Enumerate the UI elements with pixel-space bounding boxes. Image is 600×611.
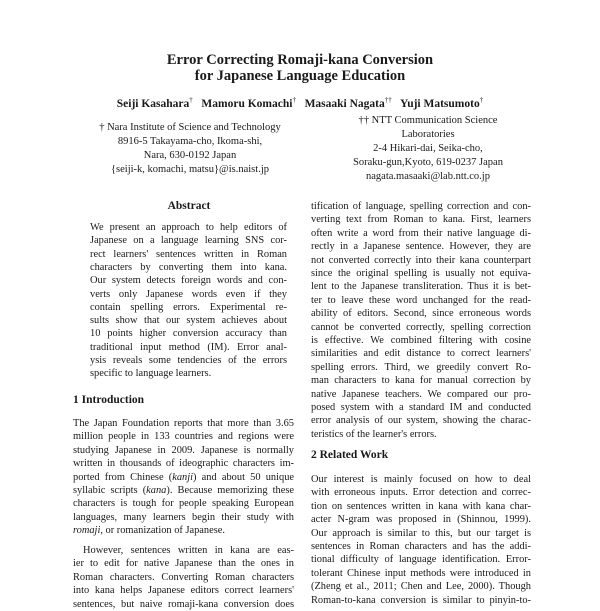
text-line: Roman-to-kana conversion is similar to pinyin-to- [311,594,531,606]
affiliation-line: Nara, 630-0192 Japan [143,150,237,161]
affiliation-ntt [318,114,538,184]
text-line: (Zheng et al., 2011; Chen and Lee, 2000). Though [311,581,531,593]
text-line: We present an approach to help editors of [90,222,287,233]
text-line: ter to leave these word unchanged for the read- [311,294,531,306]
text-line: cannot be converted correctly, spelling correction [311,321,531,333]
text-line: man characters to kana for manual correction by [311,375,531,387]
affiliation-line: 8916-5 Takayama-cho, Ikoma-shi, [117,136,263,147]
affiliation-line: Laboratories [401,129,455,140]
text-line: Our system detects foreign words and con- [90,275,287,287]
text-line: Japanese on a language learning SNS cor- [90,235,287,247]
text-line: traditional input method (IM). Error anal- [90,341,287,353]
section-1-heading: 1 Introduction [73,394,145,406]
text-line: languages, many learners begin their study with [73,511,294,523]
text-line: often write a word from their native language di- [311,227,531,239]
text-line: syllabic scripts (kana). Because memorizing these [73,485,294,496]
affiliation-line: Soraku-gun,Kyoto, 619-0237 Japan [353,157,503,168]
affiliation-email: nagata.masaaki@lab.ntt.co.jp [366,171,490,182]
paper-title-line-1: Error Correcting Romaji-kana Conversion [166,52,434,68]
text-line: Our interest is mainly focused on how to deal [311,474,531,485]
text-line: 10 points higher conversion accuracy than [90,328,287,340]
text-line: tification of language, spelling correction and con- [311,201,531,212]
text-line: into kana helps Japanese editors correct learners' [73,585,294,597]
text-line: is effective. We combined filtering with cosine [311,335,531,346]
text-line: spelling errors. Third, we greedily convert Ro- [311,361,531,373]
text-line: studying Japanese in 2009. Japanese is normally [73,444,294,456]
text-line: ier to edit for native Japanese than the ones in [73,558,294,570]
text-line: verting text from Roman to kana. First, learners [311,214,531,226]
author-mark: † [292,96,296,104]
text-line: contain spelling errors. Experimental re- [90,301,287,313]
text-line: similarities and edit distance to correct learners' [311,348,531,360]
text-line: characters by converting them into kana. [90,261,287,273]
text-line: native Japanese teachers. We compared our pro- [311,388,531,400]
text-line: However, sentences written in kana are eas- [83,545,294,556]
text-line: specific to language learners. [90,368,212,380]
text-line: sults show that our system achieves about [90,315,287,327]
author-name: Mamoru Komachi [201,97,293,110]
text-line: lent to the Japanese transliteration. Thus it is bet- [311,281,531,293]
text-line: tion on sentences written in kana with kana char- [311,500,531,512]
text-line: verts only Japanese words even if they [90,288,287,300]
text-line: ability of editors. Second, since erroneous words [311,308,531,320]
text-line: with erroneous inputs. Error detection and correc- [311,487,531,499]
affiliation-line: 2-4 Hikari-dai, Seika-cho, [373,143,483,154]
text-line: ysis reveals some tendencies of the errors [90,355,287,366]
text-line: posed system with a standard IM and conducted [311,402,531,413]
text-line: million people in 133 countries and regions were [73,431,294,443]
text-line: tolerant Chinese input methods were introduced in [311,567,531,579]
author-mark: † [479,96,484,104]
text-line: Roman characters. Converting Roman characters [73,571,294,583]
text-line: acter N-gram was proposed in (Shinnou, 1999). [311,514,531,526]
text-line: rectly in a Japanese sentence. However, they are [311,241,531,253]
text-line: sentences in Roman characters and has the addi- [311,541,531,552]
affiliation-email: {seiji-k, komachi, matsu}@is.naist.jp [111,164,269,175]
text-line: tional difficulty of language identification. Error- [311,554,531,566]
author-list [0,96,600,110]
text-line: characters is tough for people speaking European [73,498,294,510]
author-mark: † [189,96,193,104]
affiliation-line: †† NTT Communication Science [358,115,498,126]
abstract-heading: Abstract [167,200,211,212]
text-line: error analysis of our system, showing the charac- [311,415,531,427]
text-line: teristics of the learner's errors. [311,428,437,440]
text-line: The Japan Foundation reports that more than 3.65 [73,418,294,429]
text-line: romaji, or romanization of Japanese. [73,525,225,537]
author-name: Masaaki Nagata [304,97,385,110]
text-line: since the original spelling is usually not equiva- [311,268,531,279]
text-line: rect learners' sentences written in Roman [90,248,287,260]
author-mark: †† [384,96,392,104]
paper-title-line-2: for Japanese Language Education [194,68,406,84]
author-name: Yuji Matsumoto [399,97,480,110]
author-name: Seiji Kasahara [116,97,190,110]
text-line: not converted correctly into their kana counterpart [311,254,531,266]
text-line: ported from Chinese (kanji) and about 50 unique [73,471,294,483]
text-line: Our approach is similar to this, but our target is [311,527,531,539]
text-line: written in thousands of ideographic characters im- [73,458,294,470]
affiliation-naist [70,121,310,177]
affiliation-line: † Nara Institute of Science and Technology [99,122,281,133]
section-2-heading: 2 Related Work [311,449,389,461]
text-line: sentences, but naive romaji-kana conversion does [73,598,294,610]
